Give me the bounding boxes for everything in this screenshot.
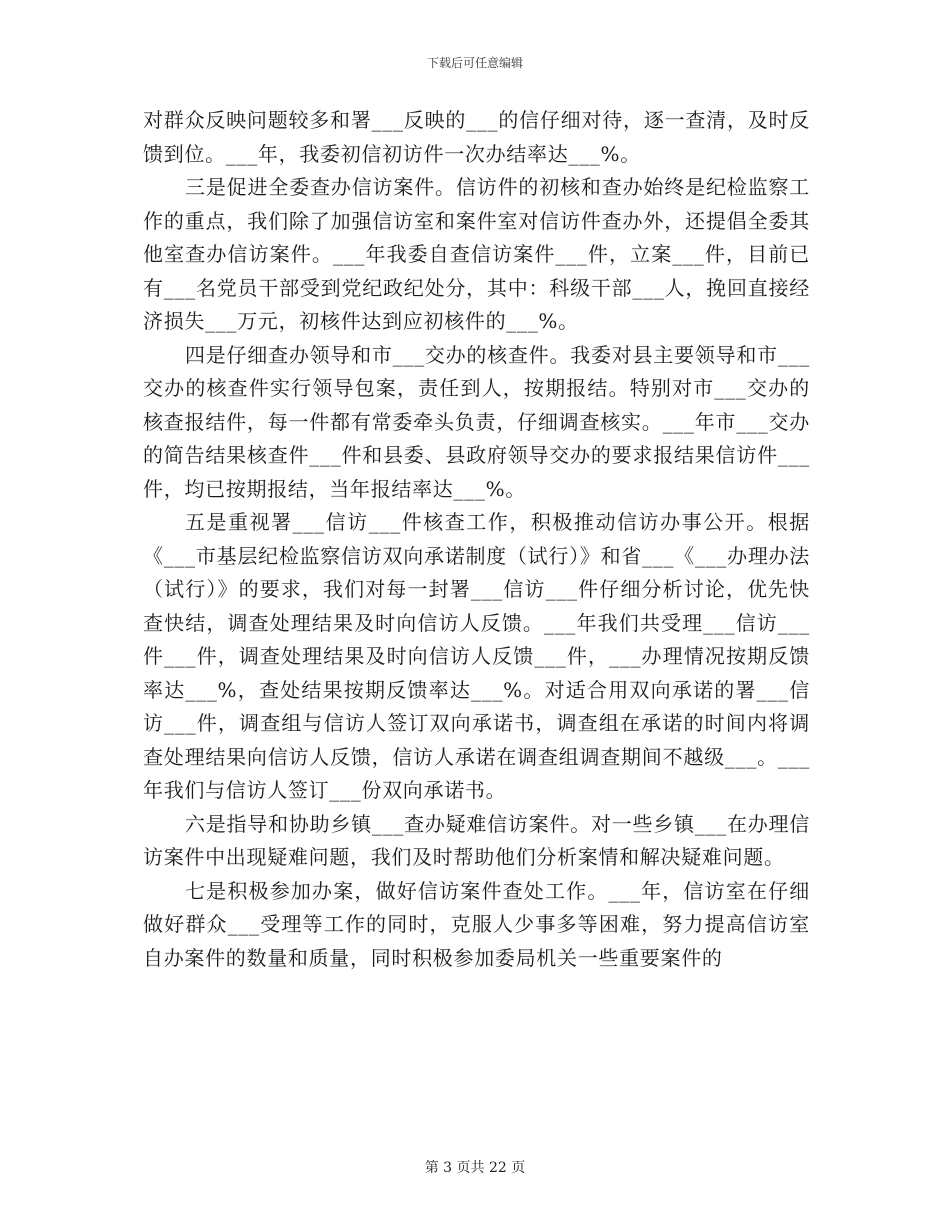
paragraph-4: 五是重视署___信访___件核查工作，积极推动信访办事公开。根据《___市基层纪检监察信访双向承诺制度（试行）》和省___《___办理办法（试行）》的要求，我们对每一封署___信访___件仔细分析讨论，优先快查快结，调查处理结果及时向信访人反馈。___年我们共受理___信访___件___件，调查处理结果及时向信访人反馈___件，___办理情况按期反馈率达___%，查处结果按期反馈率达___%。对适合用双向承诺的署___信访___件，调查组与信访人签订双向承诺书，调查组在承诺的时间内将调查处理结果向信访人反馈，信访人承诺在调查组调查期间不越级___。___年我们与信访人签订___份双向承诺书。 [143,510,810,802]
page-header: 下载后可任意编辑 [426,56,523,70]
paragraph-5: 六是指导和协助乡镇___查办疑难信访案件。对一些乡镇___在办理信访案件中出现疑难问题，我们及时帮助他们分析案情和解决疑难问题。 [143,811,810,869]
paragraph-1: 对群众反映问题较多和署___反映的___的信仔细对待，逐一查清，及时反馈到位。___年，我委初信初访件一次办结率达___%。 [143,108,810,166]
paragraph-2: 三是促进全委查办信访案件。信访件的初核和查办始终是纪检监察工作的重点，我们除了加强信访室和案件室对信访件查办外，还提倡全委其他室查办信访案件。___年我委自查信访案件___件，立案___件，目前已有___名党员干部受到党纪政纪处分，其中：科级干部___人，挽回直接经济损失___万元，初核件达到应初核件的___%。 [143,175,810,333]
document-body [143,104,810,975]
page-footer: 第 3 页共 22 页 [424,1160,526,1176]
paragraph-3: 四是仔细查办领导和市___交办的核查件。我委对县主要领导和市___交办的核查件实行领导包案，责任到人，按期报结。特别对市___交办的核查报结件，每一件都有常委牵头负责，仔细调查核实。___年市___交办的简告结果核查件___件和县委、县政府领导交办的要求报结果信访件___件，均已按期报结，当年报结率达___%。 [143,342,810,501]
paragraph-6: 七是积极参加办案，做好信访案件查处工作。___年，信访室在仔细做好群众___受理等工作的同时，克服人少事多等困难，努力提高信访室自办案件的数量和质量，同时积极参加委局机关一些重要案件的 [143,878,810,970]
